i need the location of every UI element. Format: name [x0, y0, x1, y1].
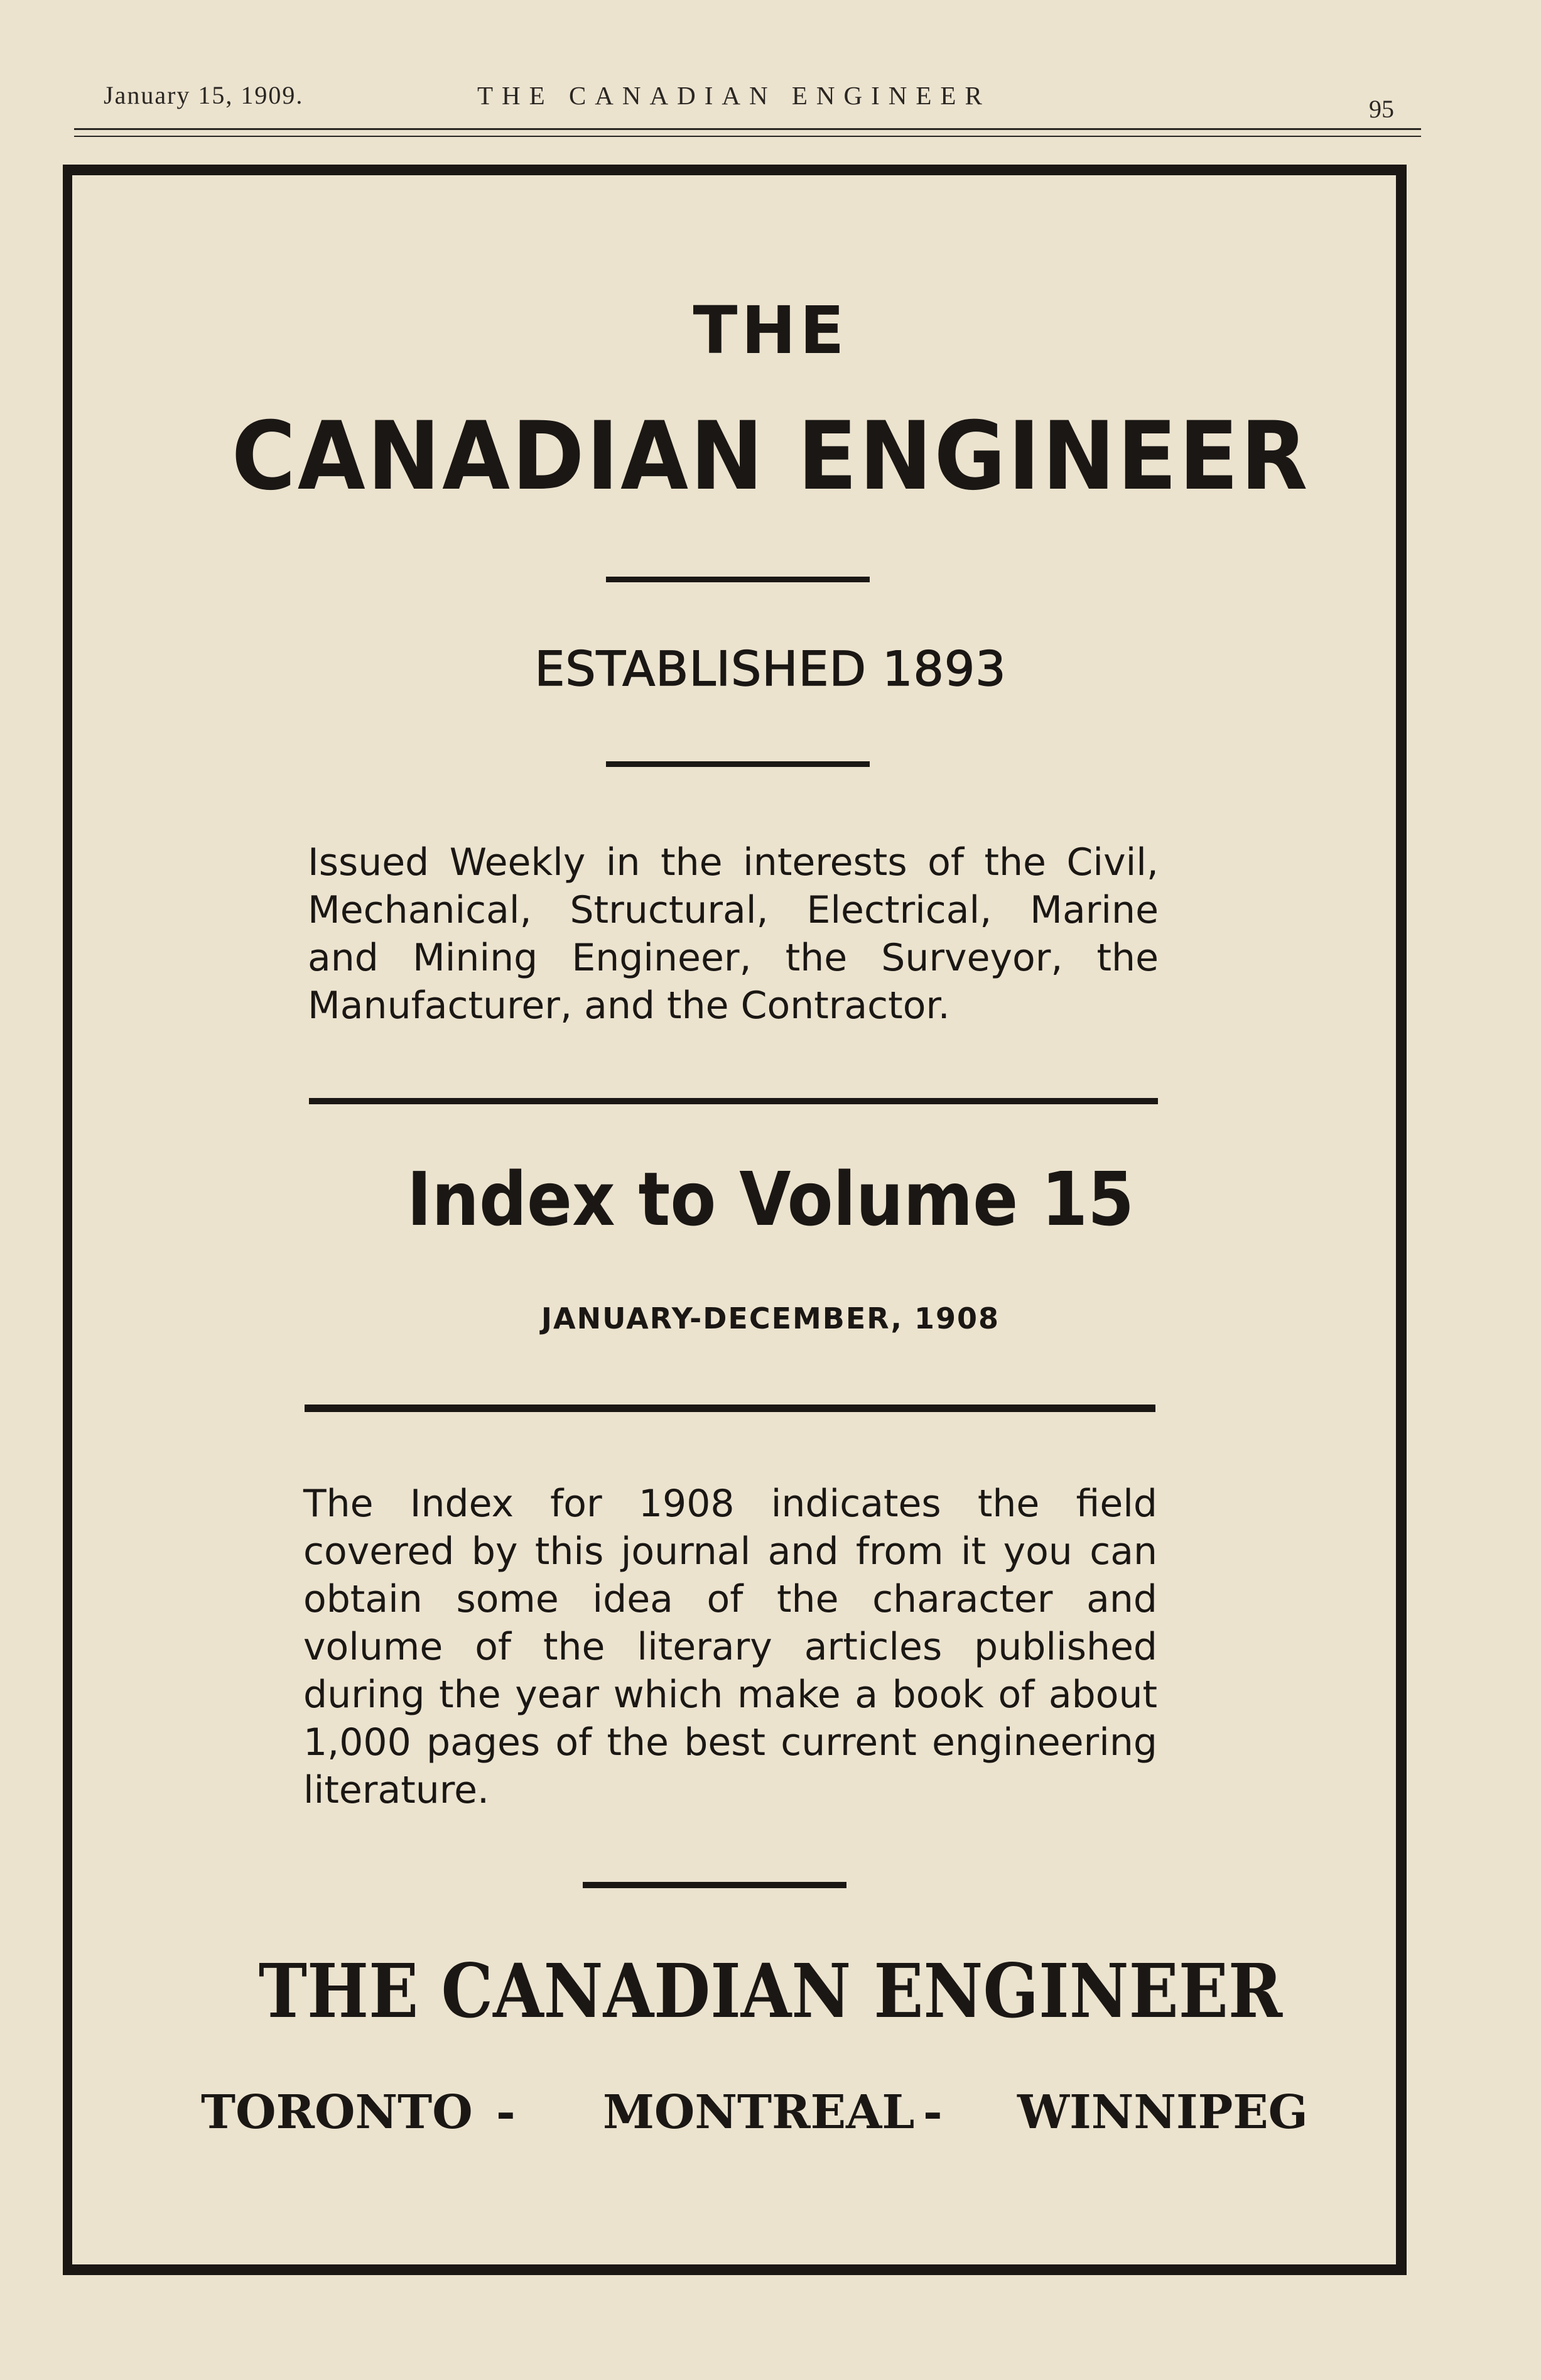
description-paragraph: Issued Weekly in the interests of the Civil, Mechanical, Structural, Electrical, Marine and Mining Engineer, the Surveyor, the Manufacturer, and the Contractor. [308, 840, 1159, 1028]
city-separator: - [496, 2085, 516, 2139]
city-separator: - [923, 2085, 943, 2139]
city-winnipeg: WINNIPEG [1017, 2085, 1308, 2139]
city-montreal: MONTREAL [603, 2085, 915, 2139]
divider-rule [583, 1882, 846, 1888]
divider-rule [606, 761, 870, 767]
city-toronto: TORONTO [201, 2085, 473, 2139]
running-head [0, 80, 1541, 124]
established-line: ESTABLISHED 1893 [534, 641, 1007, 697]
issue-date: January 15, 1909. [104, 81, 304, 109]
divider-rule [606, 577, 870, 582]
divider-rule-long [309, 1098, 1158, 1104]
header-rule-bottom [74, 136, 1421, 137]
divider-rule-long [305, 1405, 1155, 1412]
header-rule-top [74, 128, 1421, 130]
journal-running-title: THE CANADIAN ENGINEER [477, 81, 991, 110]
advert-top-word: THE [693, 292, 848, 369]
index-paragraph: The Index for 1908 indicates the field covered by this journal and from it you can obtain some idea of the character and volume of the literary articles published during the year which make a book of about 1,000 pages of the best current engineering literature. [303, 1482, 1157, 1812]
index-title: Index to Volume 15 [406, 1156, 1135, 1242]
publisher-title: THE CANADIAN ENGINEER [258, 1947, 1283, 2035]
advert-main-title: CANADIAN ENGINEER [231, 402, 1310, 511]
index-dates: JANUARY-DECEMBER, 1908 [541, 1301, 1000, 1335]
page-number: 95 [1369, 95, 1394, 123]
office-cities [201, 2085, 1308, 2148]
